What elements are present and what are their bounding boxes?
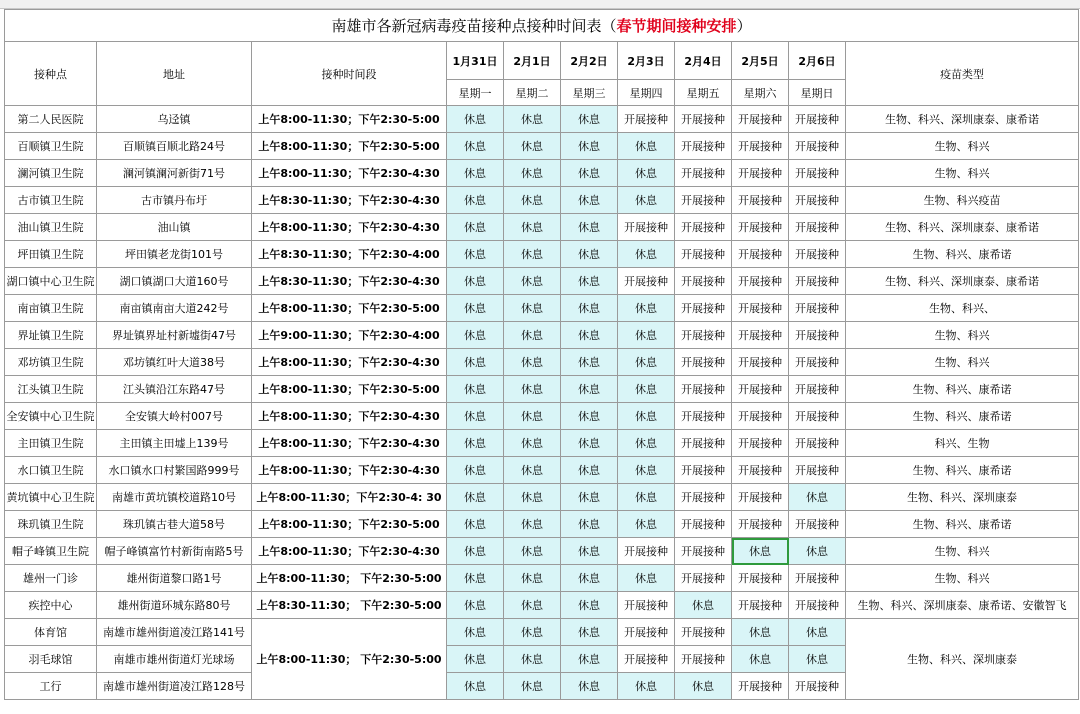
header-date: 2月4日 [675,42,732,80]
status-cell[interactable]: 开展接种 [732,241,789,268]
status-cell[interactable]: 开展接种 [789,592,846,619]
vaccine-cell[interactable]: 生物、科兴、深圳康泰、康希诺 [846,214,1079,241]
address-cell[interactable]: 南雄市黄坑镇校道路10号 [97,484,252,511]
address-cell[interactable]: 南雄市雄州街道灯光球场 [97,646,252,673]
table-row [5,538,1079,565]
header-weekday: 星期四 [618,80,675,106]
status-cell[interactable]: 开展接种 [675,268,732,295]
selected-cell[interactable]: 休息 [732,538,789,565]
vaccine-cell[interactable]: 生物、科兴、康希诺 [846,511,1079,538]
site-cell[interactable]: 第二人民医院 [5,106,97,133]
status-cell[interactable]: 休息 [675,673,732,700]
address-cell[interactable]: 雄州街道黎口路1号 [97,565,252,592]
site-cell[interactable]: 坪田镇卫生院 [5,241,97,268]
header-date: 2月5日 [732,42,789,80]
status-cell[interactable]: 休息 [504,592,561,619]
vaccine-cell[interactable]: 生物、科兴、深圳康泰 [846,484,1079,511]
vaccine-cell[interactable]: 生物、科兴、康希诺 [846,376,1079,403]
address-cell[interactable]: 坪田镇老龙街101号 [97,241,252,268]
title-main: 南雄市各新冠病毒疫苗接种点接种时间表（ [331,17,617,35]
status-cell[interactable]: 开展接种 [789,511,846,538]
time-cell[interactable]: 上午8:00-11:30；下午2:30-5:00 [252,376,447,403]
status-cell[interactable]: 开展接种 [789,160,846,187]
status-cell[interactable]: 休息 [447,619,504,646]
status-cell[interactable]: 休息 [618,457,675,484]
time-cell[interactable]: 上午8:00-11:30；下午2:30-4:30 [252,403,447,430]
status-cell[interactable]: 休息 [504,646,561,673]
status-cell[interactable]: 开展接种 [789,403,846,430]
status-cell[interactable]: 休息 [561,484,618,511]
status-cell[interactable]: 开展接种 [789,430,846,457]
status-cell[interactable]: 开展接种 [732,160,789,187]
status-cell[interactable]: 开展接种 [675,484,732,511]
address-cell[interactable]: 南雄市雄州街道凌江路141号 [97,619,252,646]
status-cell[interactable]: 休息 [504,241,561,268]
status-cell[interactable]: 开展接种 [789,457,846,484]
status-cell[interactable]: 休息 [504,565,561,592]
table-row [5,133,1079,160]
status-cell[interactable]: 休息 [789,538,846,565]
status-cell[interactable]: 休息 [447,403,504,430]
status-cell[interactable]: 开展接种 [732,349,789,376]
title-close: ） [736,17,752,35]
status-cell[interactable]: 开展接种 [732,592,789,619]
status-cell[interactable]: 休息 [561,511,618,538]
table-title [5,10,1079,42]
vaccine-cell[interactable]: 生物、科兴 [846,133,1079,160]
status-cell[interactable]: 休息 [504,187,561,214]
status-cell[interactable]: 休息 [561,538,618,565]
status-cell[interactable]: 开展接种 [789,376,846,403]
address-cell[interactable]: 油山镇 [97,214,252,241]
status-cell[interactable]: 休息 [789,619,846,646]
schedule-table [4,9,1079,700]
status-cell[interactable]: 开展接种 [675,295,732,322]
status-cell[interactable]: 开展接种 [675,619,732,646]
status-cell[interactable]: 休息 [504,295,561,322]
header-date: 1月31日 [447,42,504,80]
status-cell[interactable]: 休息 [561,160,618,187]
status-cell[interactable]: 休息 [504,322,561,349]
site-cell[interactable]: 澜河镇卫生院 [5,160,97,187]
status-cell[interactable]: 开展接种 [675,133,732,160]
time-cell[interactable]: 上午8:00-11:30；下午2:30-5:00 [252,295,447,322]
schedule-sheet [4,9,1079,700]
status-cell[interactable]: 开展接种 [789,187,846,214]
status-cell[interactable]: 开展接种 [675,511,732,538]
status-cell[interactable]: 休息 [618,322,675,349]
status-cell[interactable]: 开展接种 [732,430,789,457]
header-date: 2月1日 [504,42,561,80]
status-cell[interactable]: 休息 [561,268,618,295]
address-cell[interactable]: 主田镇主田墟上139号 [97,430,252,457]
site-cell[interactable]: 黄坑镇中心卫生院 [5,484,97,511]
header-time: 接种时间段 [252,42,447,106]
site-cell[interactable]: 疾控中心 [5,592,97,619]
status-cell[interactable]: 开展接种 [618,619,675,646]
status-cell[interactable]: 休息 [732,646,789,673]
address-cell[interactable]: 江头镇沿江东路47号 [97,376,252,403]
site-cell[interactable]: 古市镇卫生院 [5,187,97,214]
status-cell[interactable]: 开展接种 [675,457,732,484]
status-cell[interactable]: 休息 [561,214,618,241]
site-cell[interactable]: 全安镇中心卫生院 [5,403,97,430]
status-cell[interactable]: 开展接种 [618,646,675,673]
time-cell[interactable]: 上午8:00-11:30；下午2:30-4:30 [252,160,447,187]
status-cell[interactable]: 开展接种 [675,376,732,403]
status-cell[interactable]: 休息 [504,673,561,700]
address-cell[interactable]: 澜河镇澜河新街71号 [97,160,252,187]
time-cell[interactable]: 上午8:00-11:30；下午2:30-4:30 [252,430,447,457]
vaccine-cell[interactable]: 生物、科兴 [846,538,1079,565]
status-cell[interactable]: 开展接种 [732,484,789,511]
status-cell[interactable]: 开展接种 [618,214,675,241]
status-cell[interactable]: 休息 [618,376,675,403]
status-cell[interactable]: 开展接种 [732,268,789,295]
status-cell[interactable]: 休息 [504,457,561,484]
site-cell[interactable]: 雄州一门诊 [5,565,97,592]
header-site: 接种点 [5,42,97,106]
status-cell[interactable]: 休息 [447,106,504,133]
header-weekday: 星期日 [789,80,846,106]
vaccine-cell-merged[interactable]: 生物、科兴、深圳康泰 [846,619,1079,700]
address-cell[interactable]: 南亩镇南亩大道242号 [97,295,252,322]
header-date: 2月2日 [561,42,618,80]
vaccine-cell[interactable]: 生物、科兴 [846,322,1079,349]
status-cell[interactable]: 休息 [732,619,789,646]
vaccine-cell[interactable]: 生物、科兴 [846,349,1079,376]
address-cell[interactable]: 水口镇水口村繁国路999号 [97,457,252,484]
time-cell[interactable]: 上午8:30-11:30；下午2:30-4:00 [252,241,447,268]
status-cell[interactable]: 开展接种 [732,403,789,430]
vaccine-cell[interactable]: 生物、科兴、康希诺 [846,457,1079,484]
status-cell[interactable]: 开展接种 [789,241,846,268]
time-cell[interactable]: 上午8:00-11:30； 下午2:30-5:00 [252,565,447,592]
status-cell[interactable]: 开展接种 [675,214,732,241]
site-cell[interactable]: 南亩镇卫生院 [5,295,97,322]
status-cell[interactable]: 休息 [618,160,675,187]
vaccine-cell[interactable]: 生物、科兴、 [846,295,1079,322]
status-cell[interactable]: 休息 [561,241,618,268]
status-cell[interactable]: 休息 [504,268,561,295]
status-cell[interactable]: 开展接种 [618,592,675,619]
status-cell[interactable]: 开展接种 [675,106,732,133]
status-cell[interactable]: 开展接种 [732,133,789,160]
table-row [5,160,1079,187]
address-cell[interactable]: 古市镇丹布圩 [97,187,252,214]
status-cell[interactable]: 开展接种 [789,673,846,700]
status-cell[interactable]: 开展接种 [675,241,732,268]
status-cell[interactable]: 休息 [447,322,504,349]
status-cell[interactable]: 休息 [447,160,504,187]
time-cell[interactable]: 上午8:30-11:30； 下午2:30-5:00 [252,592,447,619]
time-cell[interactable]: 上午8:00-11:30；下午2:30-5:00 [252,511,447,538]
status-cell[interactable]: 休息 [504,376,561,403]
status-cell[interactable]: 休息 [447,457,504,484]
status-cell[interactable]: 休息 [618,430,675,457]
address-cell[interactable]: 珠玑镇古巷大道58号 [97,511,252,538]
status-cell[interactable]: 休息 [447,376,504,403]
vaccine-cell[interactable]: 生物、科兴 [846,160,1079,187]
table-row [5,565,1079,592]
spreadsheet-top-edge [0,0,1080,9]
vaccine-cell[interactable]: 生物、科兴疫苗 [846,187,1079,214]
site-cell[interactable]: 工行 [5,673,97,700]
header-weekday: 星期二 [504,80,561,106]
status-cell[interactable]: 开展接种 [789,214,846,241]
header-weekday: 星期六 [732,80,789,106]
address-cell[interactable]: 界址镇界址村新墟街47号 [97,322,252,349]
status-cell[interactable]: 休息 [504,133,561,160]
site-cell[interactable]: 水口镇卫生院 [5,457,97,484]
status-cell[interactable]: 休息 [561,349,618,376]
status-cell[interactable]: 休息 [561,322,618,349]
status-cell[interactable]: 休息 [561,133,618,160]
header-weekday: 星期五 [675,80,732,106]
status-cell[interactable]: 休息 [618,241,675,268]
time-cell[interactable]: 上午8:00-11:30；下午2:30-4:30 [252,349,447,376]
status-cell[interactable]: 休息 [561,592,618,619]
status-cell[interactable]: 开展接种 [789,268,846,295]
status-cell[interactable]: 开展接种 [675,430,732,457]
status-cell[interactable]: 开展接种 [732,295,789,322]
site-cell[interactable]: 江头镇卫生院 [5,376,97,403]
vaccine-cell[interactable]: 生物、科兴 [846,565,1079,592]
site-cell[interactable]: 湖口镇中心卫生院 [5,268,97,295]
status-cell[interactable]: 开展接种 [732,187,789,214]
status-cell[interactable]: 休息 [618,565,675,592]
time-cell[interactable]: 上午8:00-11:30；下午2:30-4: 30 [252,484,447,511]
status-cell[interactable]: 休息 [618,403,675,430]
title-highlight: 春节期间接种安排 [616,17,737,35]
table-row [5,106,1079,133]
status-cell[interactable]: 休息 [561,430,618,457]
status-cell[interactable]: 开展接种 [789,322,846,349]
status-cell[interactable]: 开展接种 [618,268,675,295]
status-cell[interactable]: 开展接种 [789,565,846,592]
table-row [5,349,1079,376]
table-row [5,457,1079,484]
status-cell[interactable]: 开展接种 [789,295,846,322]
vaccine-cell[interactable]: 生物、科兴、康希诺 [846,403,1079,430]
status-cell[interactable]: 休息 [447,214,504,241]
status-cell[interactable]: 开展接种 [618,106,675,133]
table-row [5,592,1079,619]
site-cell[interactable]: 主田镇卫生院 [5,430,97,457]
time-cell[interactable]: 上午8:30-11:30；下午2:30-4:30 [252,187,447,214]
header-date: 2月6日 [789,42,846,80]
vaccine-cell[interactable]: 生物、科兴、深圳康泰、康希诺 [846,106,1079,133]
address-cell[interactable]: 湖口镇湖口大道160号 [97,268,252,295]
table-row [5,376,1079,403]
status-cell[interactable]: 休息 [447,133,504,160]
time-cell[interactable]: 上午8:00-11:30；下午2:30-4:30 [252,214,447,241]
status-cell[interactable]: 休息 [618,133,675,160]
site-cell[interactable]: 体育馆 [5,619,97,646]
time-cell[interactable]: 上午8:00-11:30；下午2:30-5:00 [252,133,447,160]
address-cell[interactable]: 全安镇大岭村007号 [97,403,252,430]
status-cell[interactable]: 休息 [561,646,618,673]
status-cell[interactable]: 休息 [561,187,618,214]
status-cell[interactable]: 休息 [447,430,504,457]
status-cell[interactable]: 休息 [504,214,561,241]
address-cell[interactable]: 邓坊镇红叶大道38号 [97,349,252,376]
status-cell[interactable]: 开展接种 [732,376,789,403]
status-cell[interactable]: 休息 [504,619,561,646]
status-cell[interactable]: 休息 [561,673,618,700]
status-cell[interactable]: 休息 [789,484,846,511]
status-cell[interactable]: 开展接种 [732,511,789,538]
status-cell[interactable]: 开展接种 [675,160,732,187]
status-cell[interactable]: 休息 [447,565,504,592]
status-cell[interactable]: 休息 [618,349,675,376]
table-row [5,511,1079,538]
table-row [5,241,1079,268]
status-cell[interactable]: 开展接种 [732,673,789,700]
status-cell[interactable]: 休息 [447,673,504,700]
status-cell[interactable]: 休息 [447,241,504,268]
status-cell[interactable]: 休息 [504,160,561,187]
status-cell[interactable]: 休息 [561,565,618,592]
status-cell[interactable]: 开展接种 [789,133,846,160]
status-cell[interactable]: 休息 [618,295,675,322]
site-cell[interactable]: 珠玑镇卫生院 [5,511,97,538]
status-cell[interactable]: 休息 [504,511,561,538]
status-cell[interactable]: 开展接种 [675,403,732,430]
status-cell[interactable]: 开展接种 [732,322,789,349]
header-date: 2月3日 [618,42,675,80]
status-cell[interactable]: 休息 [447,295,504,322]
status-cell[interactable]: 开展接种 [675,322,732,349]
status-cell[interactable]: 休息 [561,403,618,430]
status-cell[interactable]: 开展接种 [675,538,732,565]
status-cell[interactable]: 休息 [561,295,618,322]
status-cell[interactable]: 休息 [618,187,675,214]
table-row [5,322,1079,349]
site-cell[interactable]: 界址镇卫生院 [5,322,97,349]
status-cell[interactable]: 休息 [504,349,561,376]
status-cell[interactable]: 休息 [447,592,504,619]
status-cell[interactable]: 休息 [447,484,504,511]
status-cell[interactable]: 休息 [504,403,561,430]
vaccine-cell[interactable]: 生物、科兴、深圳康泰、康希诺、安徽智飞 [846,592,1079,619]
site-cell[interactable]: 帽子峰镇卫生院 [5,538,97,565]
status-cell[interactable]: 开展接种 [618,538,675,565]
address-cell[interactable]: 南雄市雄州街道凌江路128号 [97,673,252,700]
status-cell[interactable]: 休息 [675,592,732,619]
status-cell[interactable]: 休息 [504,106,561,133]
address-cell[interactable]: 雄州街道环城东路80号 [97,592,252,619]
status-cell[interactable]: 休息 [561,376,618,403]
status-cell[interactable]: 休息 [504,430,561,457]
status-cell[interactable]: 休息 [618,511,675,538]
table-row [5,268,1079,295]
status-cell[interactable]: 开展接种 [675,187,732,214]
status-cell[interactable]: 休息 [447,511,504,538]
time-cell[interactable]: 上午8:00-11:30；下午2:30-5:00 [252,106,447,133]
site-cell[interactable]: 百顺镇卫生院 [5,133,97,160]
vaccine-cell[interactable]: 生物、科兴、康希诺 [846,241,1079,268]
status-cell[interactable]: 开展接种 [675,349,732,376]
table-row [5,295,1079,322]
status-cell[interactable]: 开展接种 [732,457,789,484]
status-cell[interactable]: 开展接种 [675,646,732,673]
header-weekday: 星期一 [447,80,504,106]
header-weekday: 星期三 [561,80,618,106]
status-cell[interactable]: 开展接种 [732,565,789,592]
status-cell[interactable]: 开展接种 [675,565,732,592]
header-address: 地址 [97,42,252,106]
status-cell[interactable]: 休息 [561,619,618,646]
time-cell[interactable]: 上午8:30-11:30；下午2:30-4:30 [252,268,447,295]
status-cell[interactable]: 休息 [504,484,561,511]
table-row [5,484,1079,511]
status-cell[interactable]: 休息 [504,538,561,565]
site-cell[interactable]: 羽毛球馆 [5,646,97,673]
header-vaccine: 疫苗类型 [846,42,1079,106]
status-cell[interactable]: 休息 [618,673,675,700]
table-row [5,403,1079,430]
status-cell[interactable]: 休息 [561,457,618,484]
time-cell-merged[interactable]: 上午8:00-11:30； 下午2:30-5:00 [252,619,447,700]
table-row [5,430,1079,457]
site-cell[interactable]: 邓坊镇卫生院 [5,349,97,376]
status-cell[interactable]: 开展接种 [789,349,846,376]
status-cell[interactable]: 休息 [618,484,675,511]
status-cell[interactable]: 休息 [447,268,504,295]
vaccine-cell[interactable]: 生物、科兴、深圳康泰、康希诺 [846,268,1079,295]
status-cell[interactable]: 休息 [447,349,504,376]
status-cell[interactable]: 休息 [789,646,846,673]
status-cell[interactable]: 开展接种 [732,106,789,133]
status-cell[interactable]: 开展接种 [789,106,846,133]
time-cell[interactable]: 上午8:00-11:30；下午2:30-4:30 [252,457,447,484]
address-cell[interactable]: 百顺镇百顺北路24号 [97,133,252,160]
address-cell[interactable]: 乌迳镇 [97,106,252,133]
table-row [5,187,1079,214]
status-cell[interactable]: 开展接种 [732,214,789,241]
time-cell[interactable]: 上午8:00-11:30；下午2:30-4:30 [252,538,447,565]
vaccine-cell[interactable]: 科兴、生物 [846,430,1079,457]
address-cell[interactable]: 帽子峰镇富竹村新街南路5号 [97,538,252,565]
status-cell[interactable]: 休息 [447,646,504,673]
site-cell[interactable]: 油山镇卫生院 [5,214,97,241]
table-row [5,214,1079,241]
table-row [5,619,1079,646]
status-cell[interactable]: 休息 [561,106,618,133]
status-cell[interactable]: 休息 [447,538,504,565]
status-cell[interactable]: 休息 [447,187,504,214]
time-cell[interactable]: 上午9:00-11:30；下午2:30-4:00 [252,322,447,349]
